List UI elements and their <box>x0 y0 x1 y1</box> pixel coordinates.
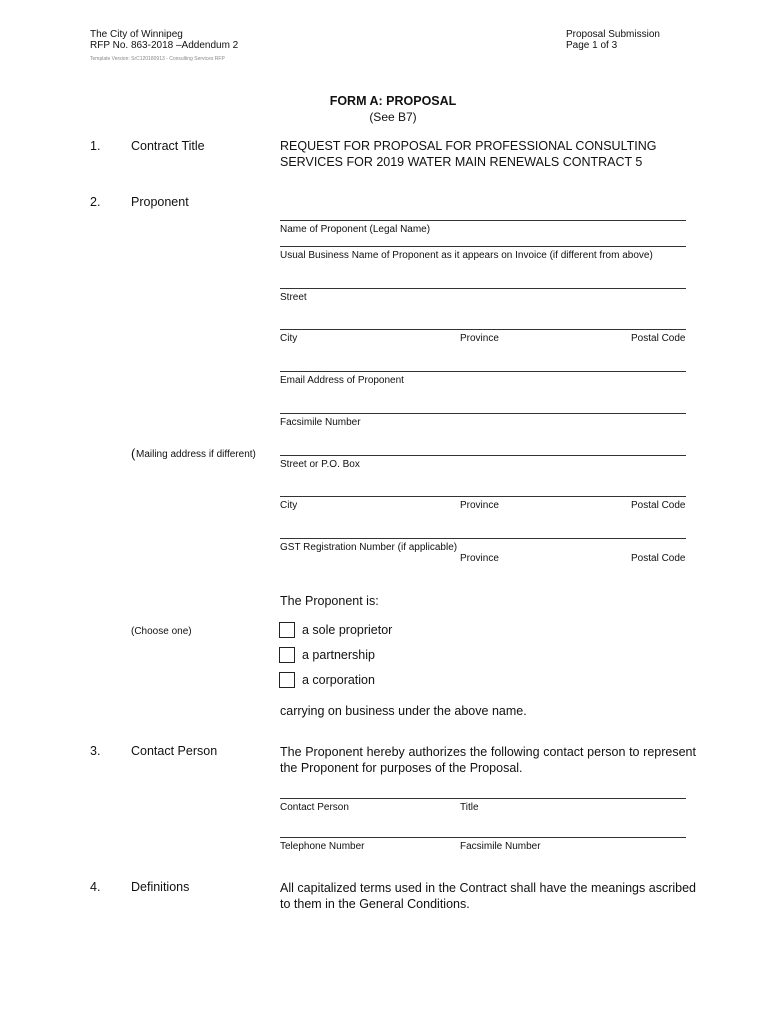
street-label: Street <box>280 292 307 303</box>
choose-one-label: (Choose one) <box>131 626 192 637</box>
mailing-paren: ( <box>131 446 136 461</box>
gst-label: GST Registration Number (if applicable) <box>280 542 458 553</box>
mailing-city-label: City <box>280 500 298 511</box>
city-label: City <box>280 333 298 344</box>
section-2-label: Proponent <box>131 195 189 209</box>
header-template-note: Template Version: SrC120180913 - Consulting Services RFP <box>90 56 225 62</box>
section-2-number: 2. <box>90 195 101 209</box>
corporation-checkbox[interactable] <box>279 672 295 688</box>
email-field[interactable] <box>280 371 686 372</box>
corporation-label: a corporation <box>302 673 375 687</box>
sole-proprietor-label: a sole proprietor <box>302 623 393 637</box>
telephone-fax-field[interactable] <box>280 837 686 838</box>
telephone-label: Telephone Number <box>280 841 365 852</box>
street-field[interactable] <box>280 288 686 289</box>
business-name-field[interactable] <box>280 246 686 247</box>
legal-name-field[interactable] <box>280 220 686 221</box>
business-name-label: Usual Business Name of Proponent as it appears on Invoice (if different from above) <box>280 250 653 261</box>
fax-label: Facsimile Number <box>280 417 361 428</box>
definitions-text: All capitalized terms used in the Contract shall have the meanings ascribed to them in the General Conditions. <box>280 881 696 911</box>
sole-proprietor-checkbox[interactable] <box>279 622 295 638</box>
form-title: FORM A: PROPOSAL <box>329 94 457 108</box>
header-page-number: Page 1 of 3 <box>566 40 618 51</box>
city-province-postal-field[interactable] <box>280 329 686 330</box>
po-box-label: Street or P.O. Box <box>280 459 360 470</box>
section-1-label: Contract Title <box>131 139 205 153</box>
mailing-city-field[interactable] <box>280 496 686 497</box>
legal-name-label: Name of Proponent (Legal Name) <box>280 224 431 235</box>
form-subtitle: (See B7) <box>369 110 417 124</box>
email-label: Email Address of Proponent <box>280 375 404 386</box>
contact-person-text: The Proponent hereby authorizes the following contact person to represent the Proponent for purposes of the Proposal. <box>280 745 696 775</box>
header-proposal-submission: Proposal Submission <box>566 29 660 40</box>
mailing-address-label: Mailing address if different) <box>136 449 256 460</box>
section-4-label: Definitions <box>131 880 190 894</box>
gst-field[interactable] <box>280 538 686 539</box>
header-city: The City of Winnipeg <box>90 29 183 40</box>
gst-province-label: Province <box>460 553 499 564</box>
contact-title-label: Title <box>460 802 479 813</box>
contract-title-line2: SERVICES FOR 2019 WATER MAIN RENEWALS CONTRACT 5 <box>280 155 643 169</box>
postal-code-label: Postal Code <box>631 333 686 344</box>
section-3-number: 3. <box>90 744 101 758</box>
partnership-checkbox[interactable] <box>279 647 295 663</box>
mailing-province-label: Province <box>460 500 499 511</box>
proponent-is-label: The Proponent is: <box>280 594 379 608</box>
section-1-number: 1. <box>90 139 101 153</box>
section-4-number: 4. <box>90 880 101 894</box>
section-3-label: Contact Person <box>131 744 218 758</box>
mailing-postal-code-label: Postal Code <box>631 500 686 511</box>
header-rfp-number: RFP No. 863-2018 –Addendum 2 <box>90 40 239 51</box>
contact-person-field[interactable] <box>280 798 686 799</box>
fax-field[interactable] <box>280 413 686 414</box>
gst-postal-code-label: Postal Code <box>631 553 686 564</box>
contract-title-line1: REQUEST FOR PROPOSAL FOR PROFESSIONAL CONSULTING <box>280 139 657 153</box>
partnership-label: a partnership <box>302 648 375 662</box>
contact-fax-label: Facsimile Number <box>460 841 541 852</box>
province-label: Province <box>460 333 499 344</box>
contact-person-label: Contact Person <box>280 802 349 813</box>
po-box-field[interactable] <box>280 455 686 456</box>
carrying-on-text: carrying on business under the above name. <box>280 704 527 718</box>
